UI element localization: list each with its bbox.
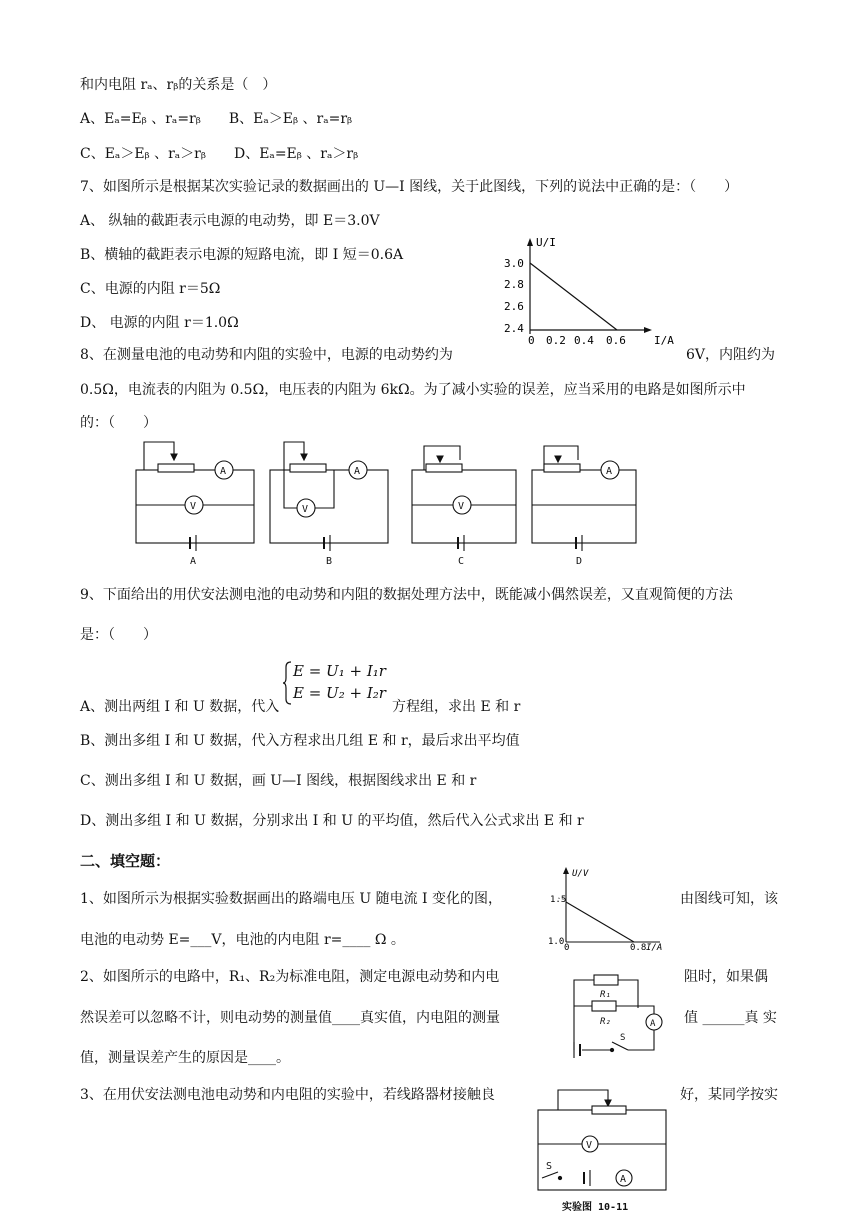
circuit-label: D [576,556,583,567]
circuit-diagrams-q8 [124,438,644,570]
q9-option-a-part1: A、测出两组 I 和 U 数据，代入 [80,699,280,715]
question-7-stem: 7、如图所示是根据某次实验记录的数据画出的 U—I 图线，关于此图线，下列的说法中正确的是：（ ） [80,179,739,195]
fill-2-part2: 阻时，如果偶 [684,969,768,985]
x-tick-label: 0.8 [630,943,647,952]
circuit-label: A [190,556,197,567]
switch-label: S [546,1161,553,1172]
ui-line [530,263,617,330]
voltmeter-label: V [190,501,197,512]
voltmeter-label: V [302,504,309,515]
question-9-stem-line2: 是：（ ） [80,627,157,643]
fill-2-part1: 2、如图所示的电路中，R₁、R₂为标准电阻，测定电源电动势和内电 [80,969,500,985]
fill-1-line2: 电池的电动势 E=___V，电池的内电阻 r=____ Ω 。 [80,932,405,948]
equation-1: E = U₁ + I₁r [293,662,386,680]
y-tick-label: 3.0 [504,257,524,270]
ui-line [566,902,634,942]
figure-caption: 实验图 10-11 [562,1202,629,1213]
circuit-d [532,446,636,567]
x-axis-label: I/A [646,943,663,952]
x-tick-label: 0.2 [546,334,566,347]
circuit-label: C [458,556,465,567]
fill-3-part2: 好，某同学按实 [680,1087,778,1103]
switch-label: S [620,1033,626,1043]
x-tick-label: 0.6 [606,334,626,347]
x-tick-label: 0 [528,334,535,347]
q9-option-d: D、测出多组 I 和 U 数据，分别求出 I 和 U 的平均值，然后代入公式求出 E 和 r [80,813,584,829]
equation-2: E = U₂ + I₂r [293,684,386,702]
question-8-stem-line2: 0.5Ω，电流表的内阻为 0.5Ω，电压表的内阻为 6kΩ。为了减小实验的误差，应当采用的电路是如图所示中 [80,382,746,398]
y-axis-label: U/V [572,869,589,879]
x-tick-label: 0 [564,943,570,952]
circuit-a [136,442,254,567]
x-axis-arrow-icon [644,327,652,333]
fill-1-part2: 由图线可知，该 [680,891,778,907]
y-tick-label: 2.6 [504,300,524,313]
fill-2-line2-part2: 值 ______真 实 [684,1010,777,1026]
y-tick-label: 2.4 [504,322,524,335]
ammeter-label: A [606,466,613,477]
ammeter-label: A [354,466,361,477]
ammeter-label: A [650,1019,656,1029]
equation-system [283,660,393,706]
ammeter-label: A [620,1174,627,1185]
fill-2-line2-part1: 然误差可以忽略不计，则电动势的测量值____真实值，内电阻的测量 [80,1010,500,1026]
question-8-stem-line3: 的：（ ） [80,415,157,431]
y-tick-label: 1.0 [548,937,565,947]
fill-3-part1: 3、在用伏安法测电池电动势和内电阻的实验中，若线路器材接触良 [80,1087,495,1103]
q7-option-d: D、 电源的内阻 r＝1.0Ω [80,315,239,331]
question-9-stem: 9、下面给出的用伏安法测电池的电动势和内阻的数据处理方法中，既能减小偶然误差，又直观简便的方法 [80,587,733,603]
question-6-stem: 和内电阻 rₐ、rᵦ的关系是（ ） [80,77,277,93]
question-8-stem-part2: 6V，内阻约为 [686,347,776,363]
r1-label: R₁ [600,990,611,1000]
q6-options-ab: A、Eₐ=Eᵦ 、rₐ=rᵦ B、Eₐ＞Eᵦ 、rₐ=rᵦ [80,111,353,127]
y-axis-label: U/I [536,236,556,249]
circuit-b [270,442,388,567]
q7-option-b: B、横轴的截距表示电源的短路电流，即 I 短＝0.6A [80,247,404,263]
section-heading: 二、填空题： [80,852,171,870]
q9-option-b: B、测出多组 I 和 U 数据，代入方程求出几组 E 和 r，最后求出平均值 [80,733,520,749]
q9-option-c: C、测出多组 I 和 U 数据，画 U—I 图线，根据图线求出 E 和 r [80,773,477,789]
q7-option-c: C、电源的内阻 r＝5Ω [80,281,221,297]
q7-option-a: A、 纵轴的截距表示电源的电动势，即 E＝3.0V [80,213,380,229]
circuit-fill-3 [532,1086,672,1214]
ammeter-label: A [220,466,227,477]
q9-option-a-part2: 方程组，求出 E 和 r [392,699,521,715]
y-tick-label: 2.8 [504,278,524,291]
circuit-c [412,446,516,567]
fill-1-part1: 1、如图所示为根据实验数据画出的路端电压 U 随电流 I 变化的图， [80,891,503,907]
voltmeter-label: V [586,1140,593,1151]
y-axis-arrow-icon [563,867,569,874]
ui-graph-q7 [488,232,678,352]
ui-graph-fill-1 [544,862,672,952]
circuit-label: B [326,556,333,567]
fill-2-line3: 值，测量误差产生的原因是____。 [80,1050,290,1066]
q6-options-cd: C、Eₐ＞Eᵦ 、rₐ＞rᵦ D、Eₐ=Eᵦ 、rₐ＞rᵦ [80,146,359,162]
y-axis-arrow-icon [527,238,533,246]
circuit-fill-2 [546,966,676,1058]
x-axis-label: I/A [654,334,674,347]
question-8-stem-part1: 8、在测量电池的电动势和内阻的实验中，电源的电动势约为 [80,347,453,363]
x-tick-label: 0.4 [574,334,594,347]
voltmeter-label: V [458,501,465,512]
y-tick-label: 1.5 [550,895,567,905]
r2-label: R₂ [600,1017,611,1027]
